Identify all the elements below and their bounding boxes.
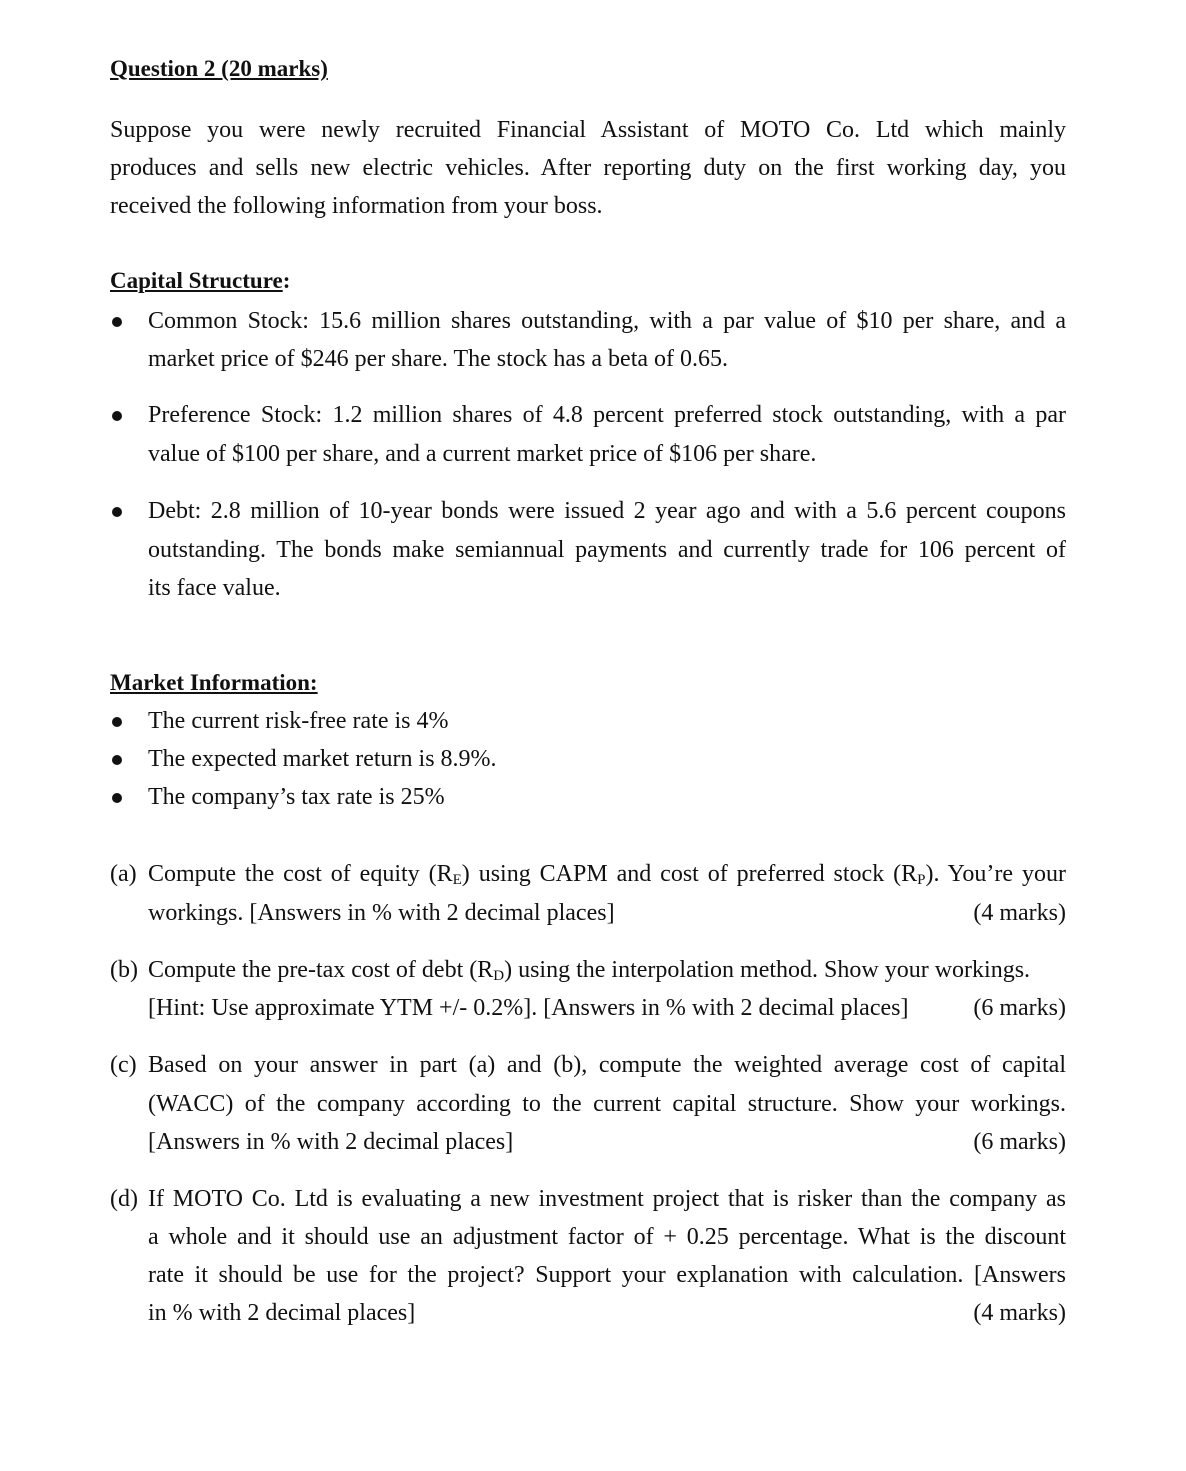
question-d-marks: (4 marks): [973, 1300, 1066, 1326]
question-a-text-3: ). You’re your: [925, 861, 1066, 887]
capital-structure-heading: [110, 268, 290, 294]
intro-line-1: Suppose you were newly recruited Financial Assistant of MOTO Co. Ltd which mainly: [110, 117, 1066, 143]
debt-line-2: outstanding. The bonds make semiannual payments and currently trade for 106 percent of: [148, 537, 1066, 563]
question-a-text-2: ) using CAPM and cost of preferred stock (R: [461, 861, 918, 887]
question-d-line-3: rate it should be use for the project? Support your explanation with calculation. [Answers: [148, 1262, 1066, 1288]
question-c-label: (c): [110, 1052, 137, 1078]
preference-stock-line-1: Preference Stock: 1.2 million shares of 4.8 percent preferred stock outstanding, with a par: [148, 402, 1066, 428]
question-b-text-2: ) using the interpolation method. Show your workings.: [504, 957, 1031, 983]
question-d-line-1: If MOTO Co. Ltd is evaluating a new investment project that is risker than the company as: [148, 1186, 1066, 1212]
question-c-line-3: [Answers in % with 2 decimal places]: [148, 1129, 514, 1155]
question-a-line-1: [148, 859, 1066, 892]
debt-line-1: Debt: 2.8 million of 10-year bonds were issued 2 year ago and with a 5.6 percent coupons: [148, 498, 1066, 524]
question-d-label: (d): [110, 1186, 138, 1212]
question-a-sub-p: P: [917, 872, 926, 888]
question-b-line-2: [Hint: Use approximate YTM +/- 0.2%]. [Answers in % with 2 decimal places]: [148, 995, 909, 1021]
debt-line-3: its face value.: [148, 575, 281, 601]
question-a-marks: (4 marks): [973, 900, 1066, 926]
question-b-marks: (6 marks): [973, 995, 1066, 1021]
question-b-line-1: [148, 955, 1030, 988]
capital-structure-heading-text: Capital Structure: [110, 268, 283, 293]
question-c-marks: (6 marks): [973, 1129, 1066, 1155]
bullet-icon: [112, 793, 122, 803]
market-information-heading: Market Information:: [110, 670, 318, 695]
capital-structure-heading-colon: :: [282, 268, 291, 293]
question-d-line-2: a whole and it should use an adjustment factor of + 0.25 percentage. What is the discount: [148, 1224, 1066, 1250]
intro-line-2: produces and sells new electric vehicles. After reporting duty on the first working day, you: [110, 155, 1066, 181]
question-b-text-1: Compute the pre-tax cost of debt (R: [148, 957, 494, 983]
question-b-sub-d: D: [493, 968, 505, 984]
preference-stock-line-2: value of $100 per share, and a current market price of $106 per share.: [148, 441, 817, 467]
market-item-market-return: The expected market return is 8.9%.: [148, 746, 497, 772]
bullet-icon: [112, 411, 122, 421]
question-a-label: (a): [110, 861, 137, 887]
bullet-icon: [112, 317, 122, 327]
intro-line-3: received the following information from your boss.: [110, 193, 603, 219]
question-a-sub-e: E: [452, 872, 462, 888]
bullet-icon: [112, 755, 122, 765]
common-stock-line-1: Common Stock: 15.6 million shares outstanding, with a par value of $10 per share, and a: [148, 308, 1066, 334]
question-title: Question 2 (20 marks): [110, 56, 328, 81]
question-c-line-1: Based on your answer in part (a) and (b), compute the weighted average cost of capital: [148, 1052, 1066, 1078]
question-a-text-1: Compute the cost of equity (R: [148, 861, 453, 887]
bullet-icon: [112, 717, 122, 727]
market-item-tax-rate: The company’s tax rate is 25%: [148, 784, 445, 810]
question-a-line-2: workings. [Answers in % with 2 decimal places]: [148, 900, 615, 926]
question-c-line-2: (WACC) of the company according to the current capital structure. Show your workings.: [148, 1091, 1066, 1117]
common-stock-line-2: market price of $246 per share. The stock has a beta of 0.65.: [148, 346, 729, 372]
question-d-line-4: in % with 2 decimal places]: [148, 1300, 416, 1326]
bullet-icon: [112, 507, 122, 517]
market-item-risk-free: The current risk-free rate is 4%: [148, 708, 449, 734]
question-b-label: (b): [110, 957, 138, 983]
